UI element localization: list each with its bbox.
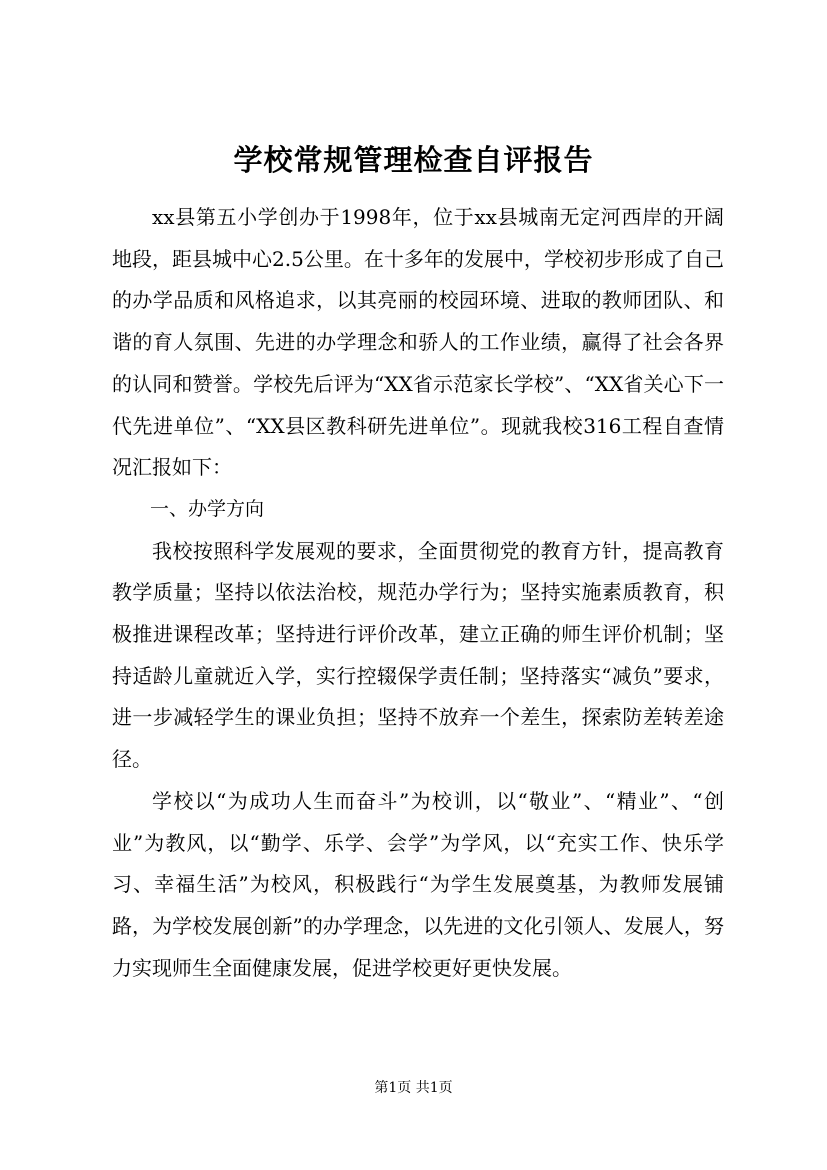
intro-paragraph: xx县第五小学创办于1998年，位于xx县城南无定河西岸的开阔地段，距县城中心2.5公里。在十多年的发展中，学校初步形成了自己的办学品质和风格追求，以其亮丽的校园环境、进取的教师团队、和谐的育人氛围、先进的办学理念和骄人的工作业绩，赢得了社会各界的认同和赞誉。学校先后评为“XX省示范家长学校”、“XX省关心下一代先进单位”、“XX县区教科研先进单位”。现就我校316工程自查情况汇报如下： [112,205,724,480]
section-heading: 一、办学方向 [150,497,265,520]
document-body [112,197,724,989]
page-footer: 第1页 共1页 [374,1080,453,1096]
motto-paragraph: 学校以“为成功人生而奋斗”为校训，以“敬业”、“精业”、“创业”为教风，以“勤学、乐学、会学”为学风，以“充实工作、快乐学习、幸福生活”为校风，积极践行“为学生发展奠基，为教师发展铺路，为学校发展创新”的办学理念，以先进的文化引领人、发展人，努力实现师生全面健康发展，促进学校更好更快发展。 [112,788,724,980]
direction-paragraph: 我校按照科学发展观的要求，全面贯彻党的教育方针，提高教育教学质量；坚持以依法治校，规范办学行为；坚持实施素质教育，积极推进课程改革；坚持进行评价改革，建立正确的师生评价机制；坚持适龄儿童就近入学，实行控辍保学责任制；坚持落实“减负”要求，进一步减轻学生的课业负担；坚持不放弃一个差生，探索防差转差途径。 [112,538,724,772]
document-title: 学校常规管理检查自评报告 [233,143,594,177]
